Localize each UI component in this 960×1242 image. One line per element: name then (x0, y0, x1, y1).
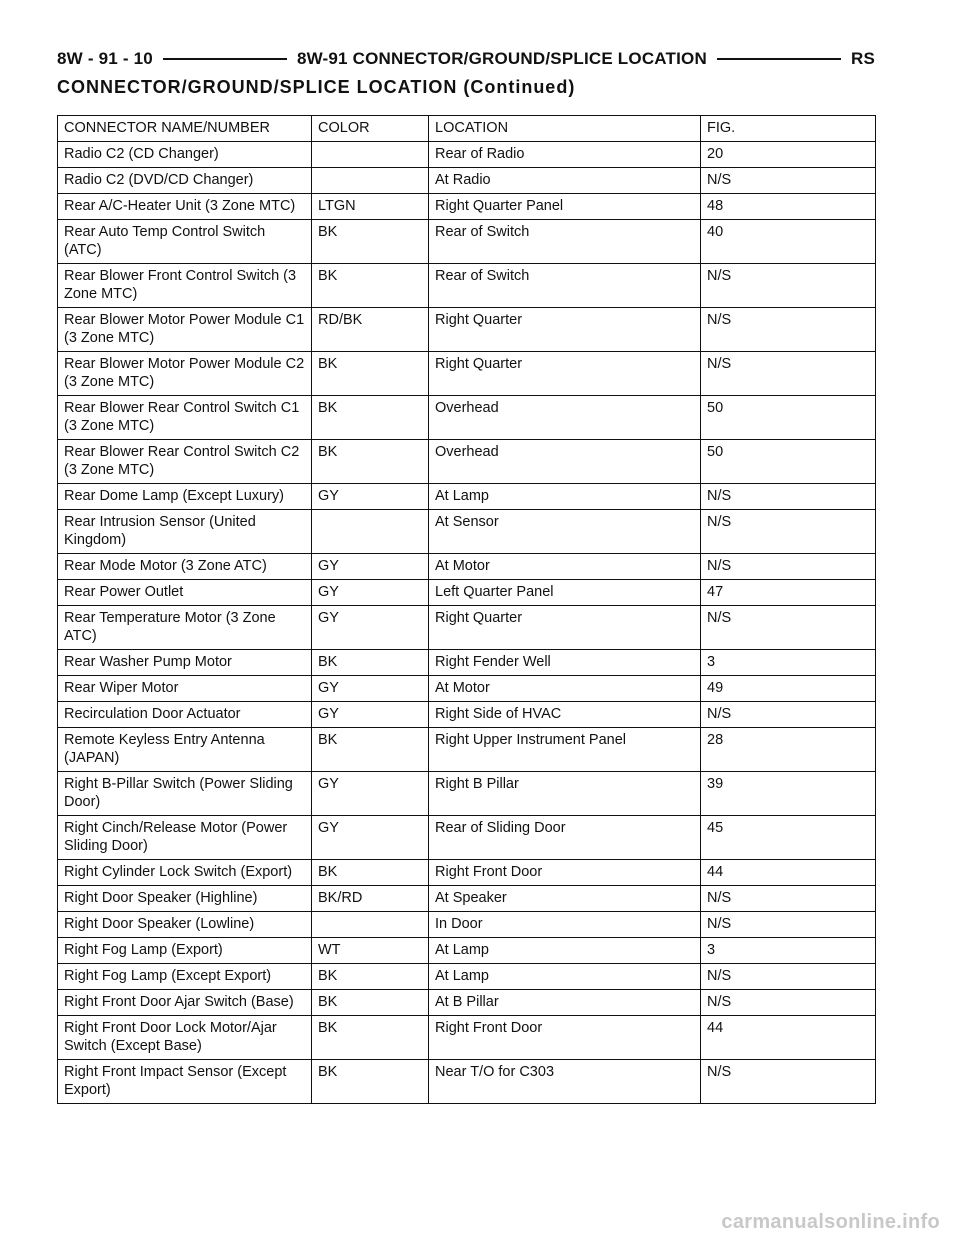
table-row (58, 964, 876, 990)
cell-fig: N/S (701, 352, 876, 396)
table-row (58, 912, 876, 938)
cell-color: GY (312, 676, 429, 702)
cell-location: Rear of Radio (429, 142, 701, 168)
cell-connector-name: Right Fog Lamp (Export) (58, 938, 312, 964)
cell-color: GY (312, 606, 429, 650)
cell-location: At Motor (429, 676, 701, 702)
cell-location: At Radio (429, 168, 701, 194)
table-row (58, 484, 876, 510)
table-row (58, 816, 876, 860)
watermark-text: carmanualsonline.info (721, 1211, 940, 1233)
column-header-connector: CONNECTOR NAME/NUMBER (58, 116, 312, 142)
page-number: 8W - 91 - 10 (57, 49, 153, 68)
cell-color: BK (312, 728, 429, 772)
page-header (57, 47, 875, 71)
cell-location: At Lamp (429, 964, 701, 990)
cell-fig: N/S (701, 554, 876, 580)
table-row (58, 264, 876, 308)
cell-fig: N/S (701, 886, 876, 912)
cell-connector-name: Rear Blower Motor Power Module C2 (3 Zone MTC) (58, 352, 312, 396)
cell-fig: N/S (701, 168, 876, 194)
cell-color (312, 142, 429, 168)
cell-color: WT (312, 938, 429, 964)
cell-connector-name: Rear Power Outlet (58, 580, 312, 606)
header-rule-right (717, 58, 841, 60)
cell-connector-name: Rear Dome Lamp (Except Luxury) (58, 484, 312, 510)
cell-connector-name: Rear Washer Pump Motor (58, 650, 312, 676)
cell-color (312, 168, 429, 194)
cell-fig: 50 (701, 396, 876, 440)
cell-location: Right Quarter Panel (429, 194, 701, 220)
table-row (58, 194, 876, 220)
cell-fig: 3 (701, 650, 876, 676)
table-row (58, 352, 876, 396)
section-title: CONNECTOR/GROUND/SPLICE LOCATION (Continued) (57, 77, 576, 97)
cell-color: BK (312, 396, 429, 440)
cell-connector-name: Radio C2 (DVD/CD Changer) (58, 168, 312, 194)
column-header-location: LOCATION (429, 116, 701, 142)
table-row (58, 938, 876, 964)
table-row (58, 308, 876, 352)
cell-connector-name: Radio C2 (CD Changer) (58, 142, 312, 168)
cell-location: Overhead (429, 440, 701, 484)
cell-connector-name: Right Fog Lamp (Except Export) (58, 964, 312, 990)
cell-connector-name: Rear Auto Temp Control Switch (ATC) (58, 220, 312, 264)
cell-location: Right Quarter (429, 352, 701, 396)
table-row (58, 554, 876, 580)
cell-connector-name: Right Front Door Ajar Switch (Base) (58, 990, 312, 1016)
cell-color: BK (312, 964, 429, 990)
cell-location: At Motor (429, 554, 701, 580)
section-code-title: 8W-91 CONNECTOR/GROUND/SPLICE LOCATION (296, 49, 707, 68)
cell-location: At B Pillar (429, 990, 701, 1016)
cell-connector-name: Right Cylinder Lock Switch (Export) (58, 860, 312, 886)
cell-connector-name: Rear Blower Front Control Switch (3 Zone MTC) (58, 264, 312, 308)
connector-location-table (57, 115, 876, 1104)
cell-connector-name: Rear Wiper Motor (58, 676, 312, 702)
cell-color: GY (312, 702, 429, 728)
cell-color: BK (312, 220, 429, 264)
cell-location: Right Fender Well (429, 650, 701, 676)
cell-connector-name: Rear Blower Rear Control Switch C2 (3 Zone MTC) (58, 440, 312, 484)
cell-fig: 40 (701, 220, 876, 264)
cell-location: At Speaker (429, 886, 701, 912)
table-header-row (58, 116, 876, 142)
cell-connector-name: Right Front Impact Sensor (Except Export) (58, 1060, 312, 1104)
cell-color: GY (312, 580, 429, 606)
cell-fig: N/S (701, 964, 876, 990)
cell-fig: 20 (701, 142, 876, 168)
model-code: RS (850, 49, 875, 68)
table-row (58, 168, 876, 194)
table-row (58, 650, 876, 676)
cell-fig: 45 (701, 816, 876, 860)
table-row (58, 440, 876, 484)
cell-location: Right Side of HVAC (429, 702, 701, 728)
table-row (58, 1060, 876, 1104)
column-header-fig: FIG. (701, 116, 876, 142)
cell-fig: N/S (701, 308, 876, 352)
cell-color: BK (312, 650, 429, 676)
cell-color: GY (312, 816, 429, 860)
table-row (58, 772, 876, 816)
table-row (58, 886, 876, 912)
cell-color (312, 912, 429, 938)
table-row (58, 606, 876, 650)
cell-location: At Lamp (429, 484, 701, 510)
cell-fig: N/S (701, 702, 876, 728)
table-row (58, 580, 876, 606)
header-rule-left (163, 58, 287, 60)
cell-color: BK/RD (312, 886, 429, 912)
cell-connector-name: Recirculation Door Actuator (58, 702, 312, 728)
table-row (58, 1016, 876, 1060)
cell-color: BK (312, 264, 429, 308)
cell-fig: 49 (701, 676, 876, 702)
cell-location: Right Quarter (429, 308, 701, 352)
cell-location: Overhead (429, 396, 701, 440)
cell-location: Right B Pillar (429, 772, 701, 816)
cell-fig: 44 (701, 1016, 876, 1060)
cell-location: At Sensor (429, 510, 701, 554)
cell-location: At Lamp (429, 938, 701, 964)
table-row (58, 990, 876, 1016)
table-row (58, 396, 876, 440)
table-row (58, 676, 876, 702)
cell-connector-name: Rear Blower Rear Control Switch C1 (3 Zone MTC) (58, 396, 312, 440)
cell-location: In Door (429, 912, 701, 938)
cell-connector-name: Right Cinch/Release Motor (Power Sliding Door) (58, 816, 312, 860)
table-row (58, 728, 876, 772)
cell-connector-name: Rear Blower Motor Power Module C1 (3 Zone MTC) (58, 308, 312, 352)
cell-fig: N/S (701, 912, 876, 938)
cell-connector-name: Remote Keyless Entry Antenna (JAPAN) (58, 728, 312, 772)
cell-fig: 3 (701, 938, 876, 964)
cell-fig: 28 (701, 728, 876, 772)
cell-location: Rear of Switch (429, 220, 701, 264)
cell-color: BK (312, 1060, 429, 1104)
cell-color (312, 510, 429, 554)
cell-fig: N/S (701, 990, 876, 1016)
cell-fig: N/S (701, 1060, 876, 1104)
cell-fig: 39 (701, 772, 876, 816)
cell-location: Right Front Door (429, 1016, 701, 1060)
cell-fig: N/S (701, 606, 876, 650)
cell-location: Rear of Sliding Door (429, 816, 701, 860)
cell-color: GY (312, 772, 429, 816)
cell-location: Right Upper Instrument Panel (429, 728, 701, 772)
cell-location: Rear of Switch (429, 264, 701, 308)
cell-color: BK (312, 860, 429, 886)
column-header-color: COLOR (312, 116, 429, 142)
cell-fig: 50 (701, 440, 876, 484)
cell-connector-name: Rear Intrusion Sensor (United Kingdom) (58, 510, 312, 554)
cell-fig: N/S (701, 510, 876, 554)
cell-connector-name: Rear Mode Motor (3 Zone ATC) (58, 554, 312, 580)
cell-connector-name: Right B-Pillar Switch (Power Sliding Door) (58, 772, 312, 816)
cell-connector-name: Rear Temperature Motor (3 Zone ATC) (58, 606, 312, 650)
cell-color: RD/BK (312, 308, 429, 352)
cell-fig: N/S (701, 264, 876, 308)
cell-fig: 48 (701, 194, 876, 220)
cell-location: Right Quarter (429, 606, 701, 650)
cell-location: Right Front Door (429, 860, 701, 886)
cell-fig: N/S (701, 484, 876, 510)
cell-color: BK (312, 352, 429, 396)
cell-connector-name: Right Door Speaker (Highline) (58, 886, 312, 912)
cell-location: Left Quarter Panel (429, 580, 701, 606)
cell-fig: 47 (701, 580, 876, 606)
cell-color: GY (312, 554, 429, 580)
table-row (58, 142, 876, 168)
cell-connector-name: Right Front Door Lock Motor/Ajar Switch (Except Base) (58, 1016, 312, 1060)
cell-connector-name: Rear A/C-Heater Unit (3 Zone MTC) (58, 194, 312, 220)
table-row (58, 702, 876, 728)
cell-color: BK (312, 440, 429, 484)
cell-connector-name: Right Door Speaker (Lowline) (58, 912, 312, 938)
table-row (58, 220, 876, 264)
cell-color: GY (312, 484, 429, 510)
cell-color: BK (312, 1016, 429, 1060)
table-row (58, 860, 876, 886)
cell-color: LTGN (312, 194, 429, 220)
table-row (58, 510, 876, 554)
cell-color: BK (312, 990, 429, 1016)
cell-location: Near T/O for C303 (429, 1060, 701, 1104)
cell-fig: 44 (701, 860, 876, 886)
